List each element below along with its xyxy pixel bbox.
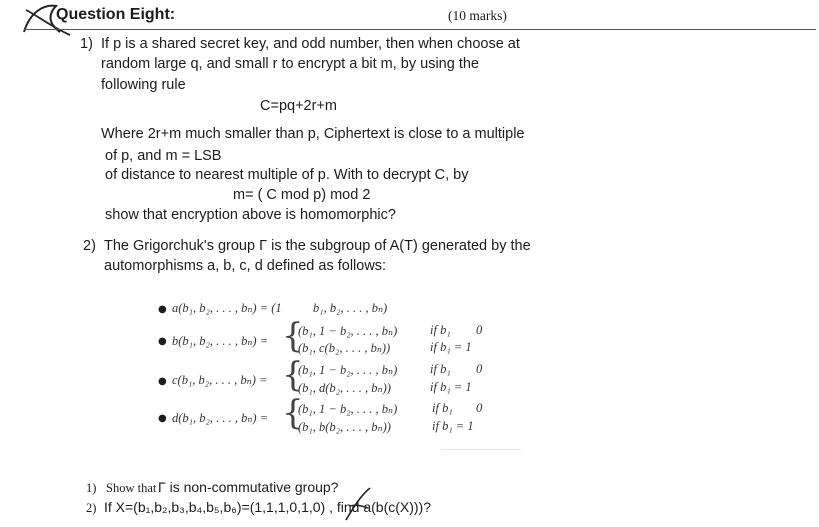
question-title: Question Eight:	[56, 6, 176, 23]
def-d-case1: (b₁, 1 − b₂, . . . , bₙ)	[298, 402, 398, 416]
def-a-lhs: a(b₁, b₂, . . . , bₙ) = (1	[172, 301, 282, 315]
subq-1-text: Γ is non-commutative group?	[158, 479, 339, 495]
def-a-rhs: b₁, b₂, . . . , bₙ)	[313, 301, 388, 315]
def-b-cond1: if b₁	[430, 323, 451, 337]
def-c-case1: (b₁, 1 − b₂, . . . , bₙ)	[298, 363, 398, 377]
brace-icon: {	[282, 393, 304, 433]
def-d-lhs: d(b₁, b₂, . . . , bₙ) =	[172, 411, 269, 425]
q1-line-2: random large q, and small r to encrypt a bit m, by using the	[101, 56, 479, 72]
scan-artifact	[441, 449, 521, 450]
def-b-val1: 0	[476, 323, 483, 337]
subq-2-number: 2)	[86, 501, 97, 515]
bullet-icon: ●	[158, 376, 167, 387]
q1-where-2: of p, and m = LSB	[105, 148, 222, 164]
q1-where-1: Where 2r+m much smaller than p, Ciphertext is close to a multiple	[101, 126, 525, 142]
def-b-lhs: b(b₁, b₂, . . . , bₙ) =	[172, 334, 269, 348]
def-d-cond1: if b₁	[432, 401, 453, 415]
q1-ask: show that encryption above is homomorphic?	[105, 207, 396, 223]
def-c-val1: 0	[476, 362, 483, 376]
def-b-cond2: if b₁ = 1	[430, 340, 472, 354]
subq-1-prefix: Show that	[106, 481, 157, 495]
brace-icon: {	[282, 316, 304, 356]
def-d-case2: (b₁, b(b₂, . . . , bₙ))	[298, 420, 391, 434]
q1-line-1: If p is a shared secret key, and odd number, then when choose at	[101, 36, 520, 52]
def-b-case2: (b₁, c(b₂, . . . , bₙ))	[298, 341, 391, 355]
title-rule	[24, 29, 816, 30]
q2-line-1: The Grigorchuk's group Γ is the subgroup of A(T) generated by the	[104, 238, 531, 254]
handwritten-slash-icon	[338, 484, 378, 524]
bullet-icon: ●	[158, 413, 167, 424]
def-c-cond2: if b₁ = 1	[430, 380, 472, 394]
bullet-icon: ●	[158, 336, 167, 347]
q1-decrypt-formula: m= ( C mod p) mod 2	[233, 187, 371, 203]
marks-label: (10 marks)	[448, 8, 507, 23]
def-b-case1: (b₁, 1 − b₂, . . . , bₙ)	[298, 324, 398, 338]
q1-line-3: following rule	[101, 77, 186, 93]
def-d-cond2: if b₁ = 1	[432, 419, 474, 433]
def-c-cond1: if b₁	[430, 362, 451, 376]
bullet-icon: ●	[158, 304, 167, 315]
q1-number: 1)	[80, 36, 93, 52]
def-c-lhs: c(b₁, b₂, . . . , bₙ) =	[172, 373, 268, 387]
q1-where-3: of distance to nearest multiple of p. With to decrypt C, by	[105, 167, 469, 183]
q2-line-2: automorphisms a, b, c, d defined as follows:	[104, 258, 387, 274]
q2-number: 2)	[83, 238, 96, 254]
q1-formula: C=pq+2r+m	[260, 98, 337, 114]
subq-1-number: 1)	[86, 481, 97, 495]
def-c-case2: (b₁, d(b₂, . . . , bₙ))	[298, 381, 391, 395]
brace-icon: {	[282, 355, 304, 395]
def-d-val1: 0	[476, 401, 483, 415]
subq-2-text: If X=(b₁,b₂,b₃,b₄,b₅,b₆)=(1,1,1,0,1,0) , find a(b(c(X)))?	[104, 499, 431, 515]
